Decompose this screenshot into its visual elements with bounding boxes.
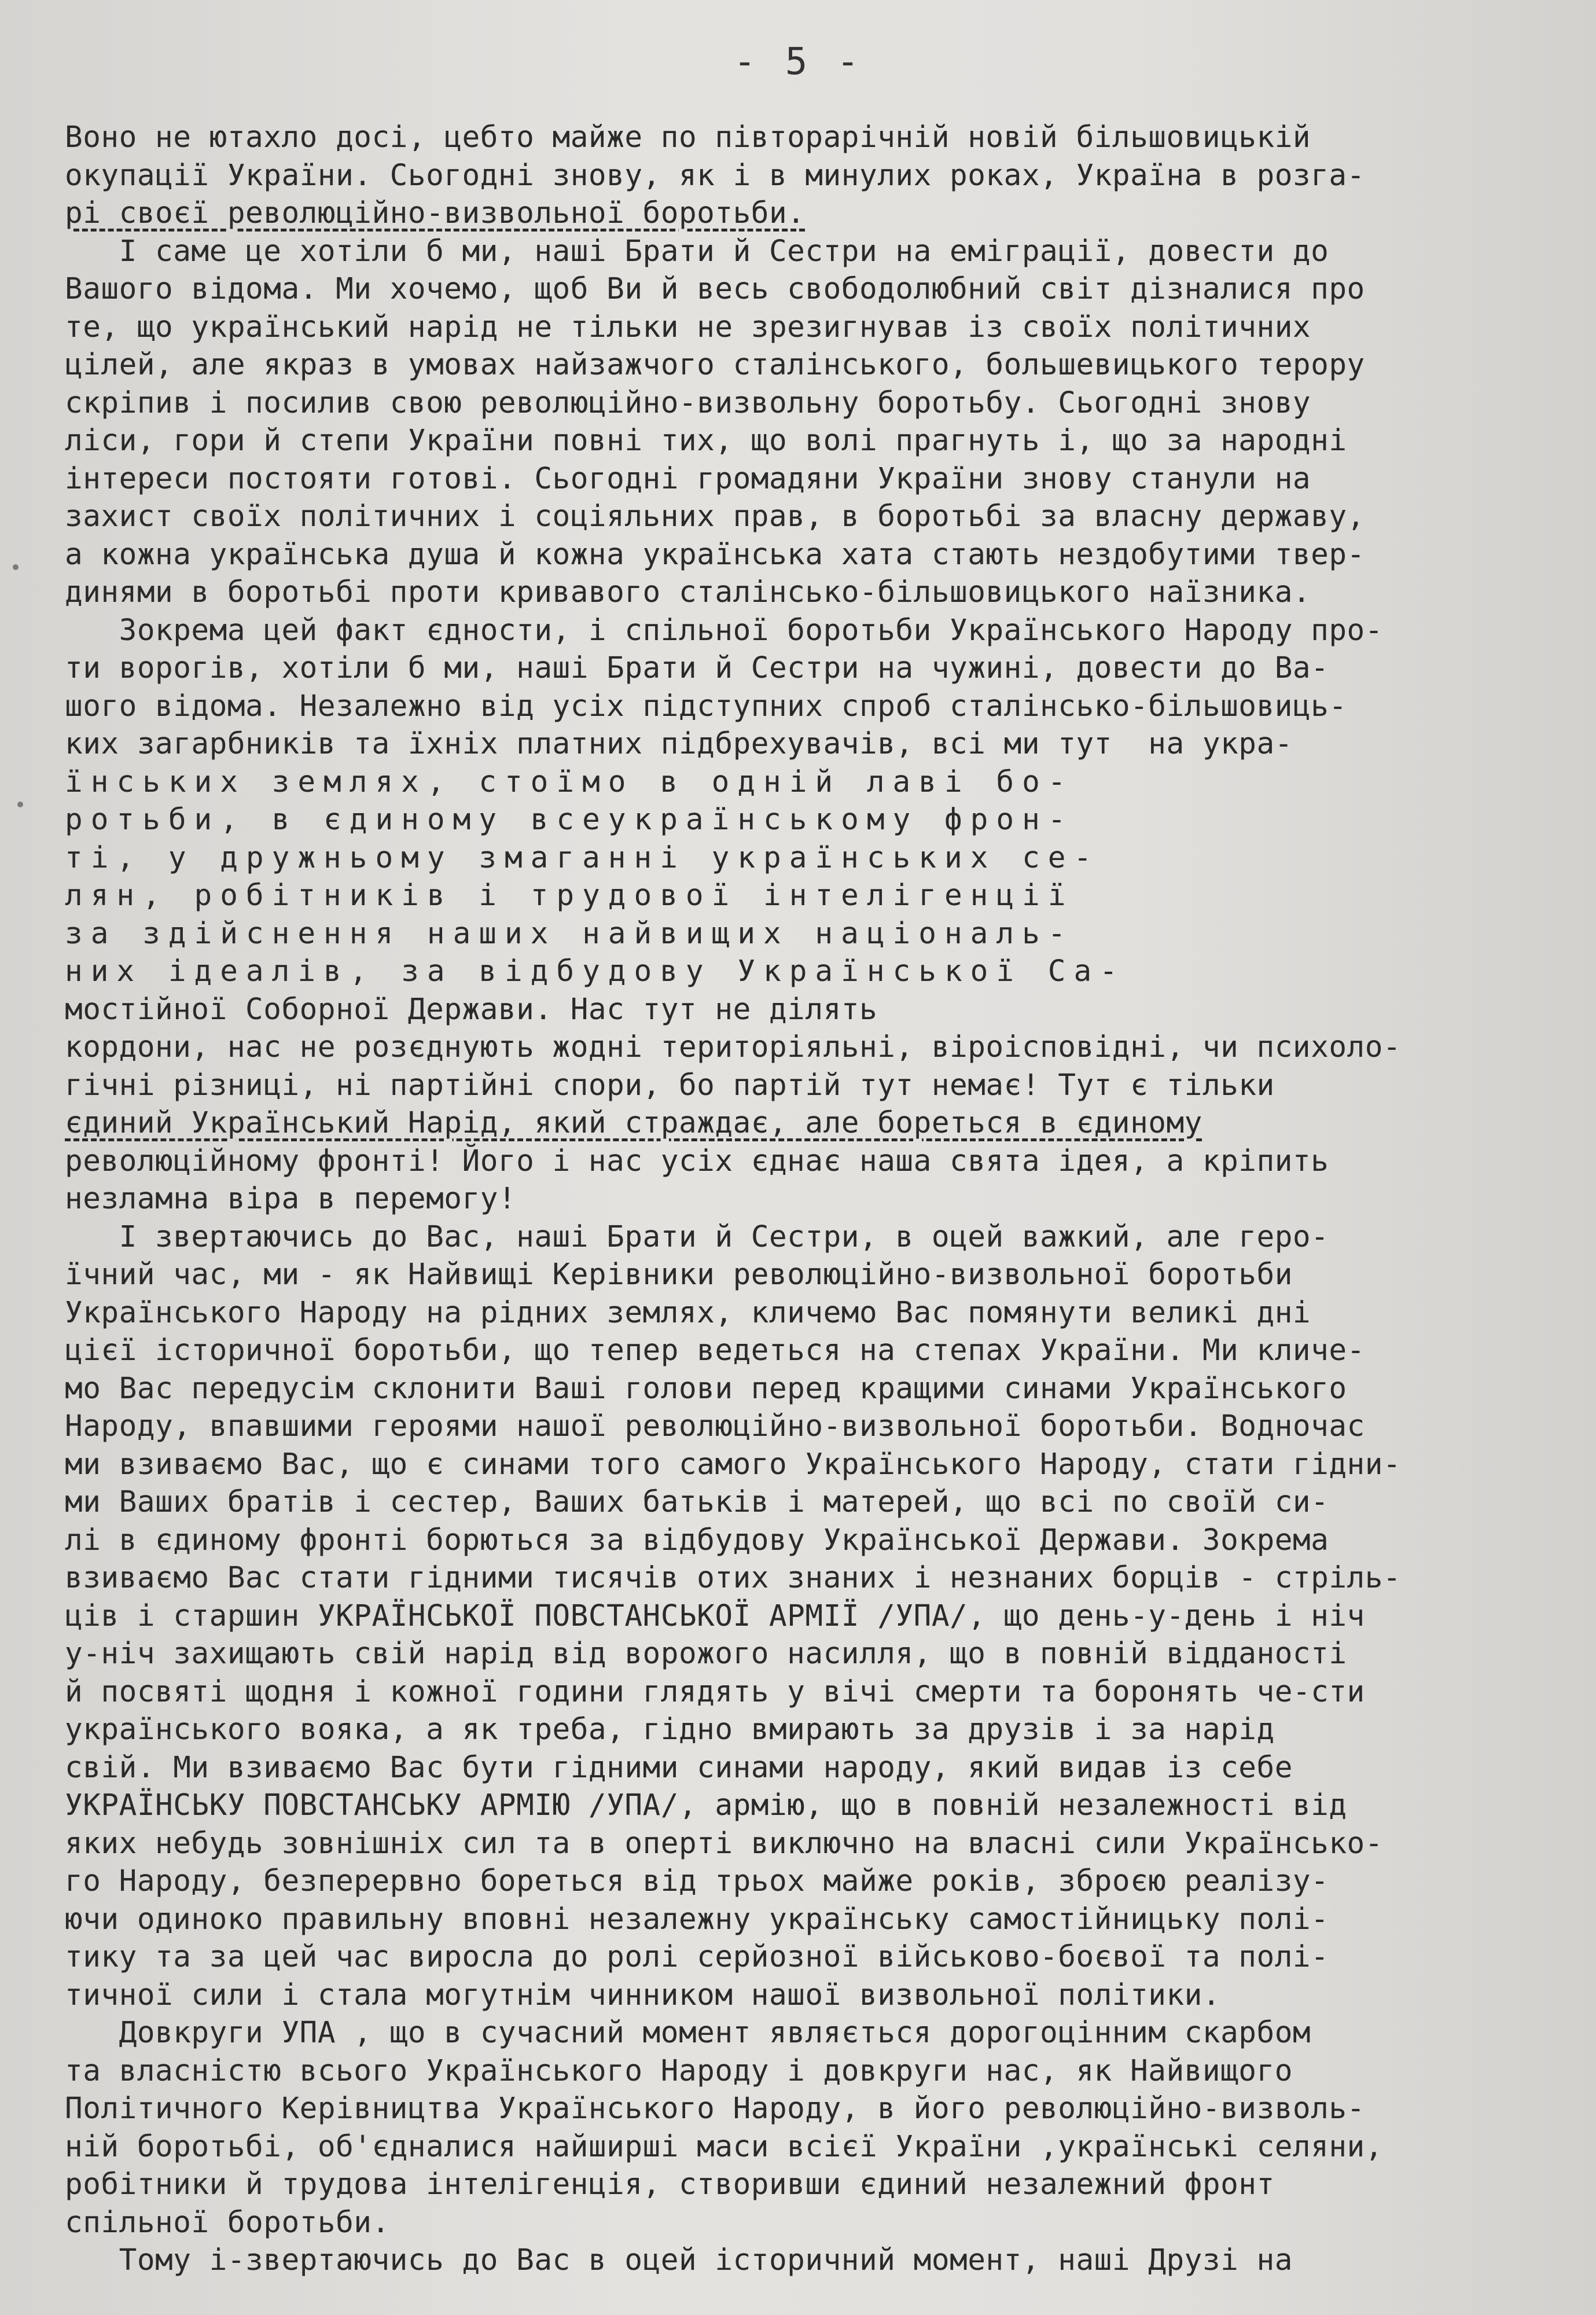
text-line: цілей, але якраз в умовах найзажчого сталінського, большевицького терору (65, 348, 1365, 382)
text-line: динями в боротьбі проти кривавого сталінсько-більшовицького наїзника. (65, 575, 1311, 609)
text-line: й посвяті щодня і кожної години глядять у вічі смерти та боронять че-сти (65, 1674, 1365, 1709)
text-line: ких загарбників та їхніх платних підбрехувачів, всі ми тут на укра- (65, 727, 1293, 761)
text-line: захист своїх політичних і соціяльних прав, в боротьбі за власну державу, (65, 499, 1365, 534)
spaced-text-line: за здійснення наших найвищих національ- (65, 916, 1074, 951)
text-line: Зокрема цей факт єдности, і спільної боротьби Українського Народу про- (65, 613, 1383, 648)
text-line: робітники й трудова інтелігенція, створивши єдиний незалежний фронт (65, 2167, 1275, 2202)
text-line: Тому і-звертаючись до Вас в оцей історичний момент, наші Друзі на (65, 2243, 1293, 2277)
text-line: свій. Ми взиваємо Вас бути гідними синами народу, який видав із себе (65, 1750, 1293, 1785)
text-line: тику та за цей час виросла до ролі серйозної військово-боєвої та полі- (65, 1940, 1329, 1974)
text-line: тичної сили і стала могутнім чинником нашої визвольної політики. (65, 1978, 1221, 2012)
text-line: яких небудь зовнішніх сил та в опертi виключно на власні сили Українсько- (65, 1826, 1383, 1861)
text-line: спільної боротьби. (65, 2205, 390, 2240)
text-line: окупації України. Сьогодні знову, як і в минулих роках, Україна в розга- (65, 158, 1365, 193)
text-line: а кожна українська душа й кожна українська хата стають нездобутими твер- (65, 537, 1365, 572)
text-line: І звертаючись до Вас, наші Брати й Сестри, в оцей важкий, але геро- (65, 1219, 1329, 1254)
text-line: єдиний Український Нарід, який страждає, але бореться в єдиному (65, 1106, 1202, 1140)
text-line: ців і старшин УКРАЇНСЬКОЇ ПОВСТАНСЬКОЇ АРМІЇ /УПА/, що день-у-день і ніч (65, 1599, 1365, 1633)
text-line: ній боротьбі, об'єдналися найширші маси всієї України ,українські селяни, (65, 2129, 1383, 2164)
text-line: інтереси постояти готові. Сьогодні громадяни України знову станули на (65, 461, 1311, 496)
text-line: рі своєї революційно-визвольної боротьби. (65, 196, 806, 230)
text-line: УКРАЇНСЬКУ ПОВСТАНСЬКУ АРМІЮ /УПА/, армію, що в повній незалежності від (65, 1788, 1347, 1822)
text-line: кордони, нас не розєднують жодні територіяльні, віроісповідні, чи психоло- (65, 1030, 1402, 1064)
text-line: ючи одиноко правильну вповні незалежну українську самостійницьку полі- (65, 1902, 1329, 1936)
text-line: взиваємо Вас стати гідними тисячів отих знаних і незнаних борців - стріль- (65, 1561, 1402, 1595)
text-line: Українського Народу на рідних землях, кличемо Вас помянути великі дні (65, 1295, 1311, 1330)
text-line: мостійної Соборної Держави. Нас тут не ділять (65, 992, 878, 1027)
spaced-text-line: лян, робітників і трудової інтелігенції (65, 879, 1074, 913)
text-line: Народу, впавшими героями нашої революційно-визвольної боротьби. Водночас (65, 1409, 1365, 1443)
text-line: Воно не ютахло досі, цебто майже по півторарічній новій більшовицькій (65, 120, 1311, 155)
spaced-text-line: них ідеалів, за відбудову Української Са- (65, 954, 1126, 989)
text-line: Довкруги УПА , що в сучасний момент являється дорогоцінним скарбом (65, 2016, 1311, 2050)
text-line: у-ніч захищають свій нарід від ворожого насилля, що в повній відданості (65, 1637, 1347, 1671)
text-line: гічні різниці, ні партійні спори, бо партій тут немає! Тут є тільки (65, 1068, 1275, 1103)
text-line: ми Ваших братів і сестер, Ваших батьків і матерей, що всі по своїй си- (65, 1485, 1329, 1519)
document-body (65, 119, 1546, 2280)
paper-speck (13, 564, 19, 570)
spaced-text-line: їнських землях, стоїмо в одній лаві бо- (65, 765, 1074, 799)
text-line: те, що український нарід не тільки не зрезигнував із своїх політичних (65, 310, 1311, 344)
paper-speck (17, 802, 23, 807)
text-line: мо Вас передусім склонити Ваші голови перед кращими синами Українського (65, 1371, 1347, 1406)
text-line: Вашого відома. Ми хочемо, щоб Ви й весь свободолюбний світ дізналися про (65, 272, 1365, 306)
text-line: українського вояка, а як треба, гідно вмирають за друзів і за нарід (65, 1713, 1275, 1747)
text-line: лі в єдиному фронті борються за відбудову Української Держави. Зокрема (65, 1523, 1329, 1557)
text-line: революційному фронті! Його і нас усіх єднає наша свята ідея, а кріпить (65, 1144, 1329, 1178)
page-number: - 5 - (733, 41, 863, 83)
spaced-text-line: ротьби, в єдиному всеукраїнському фрон- (65, 803, 1074, 837)
text-line: ліси, гори й степи України повні тих, що волі прагнуть і, що за народні (65, 424, 1347, 458)
text-line: шого відома. Незалежно від усіх підступних спроб сталінсько-більшовиць- (65, 689, 1347, 723)
spaced-text-line: ті, у дружньому змаганні українських се- (65, 840, 1100, 875)
text-line: І саме це хотіли б ми, наші Брати й Сестри на еміграції, довести до (65, 234, 1329, 269)
text-line: скріпив і посилив свою революційно-визвольну боротьбу. Сьогодні знову (65, 385, 1311, 420)
text-line: го Народу, безперервно бореться від трьох майже років, зброєю реалізу- (65, 1864, 1329, 1898)
text-line: незламна віра в перемогу! (65, 1182, 517, 1216)
text-line: та власністю всього Українського Народу і довкруги нас, як Найвищого (65, 2053, 1293, 2088)
text-line: Політичного Керівництва Українського Народу, в його революційно-визволь- (65, 2092, 1365, 2126)
text-line: їчний час, ми - як Найвищі Керівники революційно-визвольної боротьби (65, 1258, 1293, 1292)
text-line: ти ворогів, хотіли б ми, наші Брати й Сестри на чужині, довести до Ва- (65, 651, 1329, 685)
text-line: цієї історичної боротьби, що тепер ведеться на степах України. Ми кличе- (65, 1333, 1365, 1368)
text-line: ми взиваємо Вас, що є синами того самого Українського Народу, стати гідни- (65, 1447, 1402, 1482)
